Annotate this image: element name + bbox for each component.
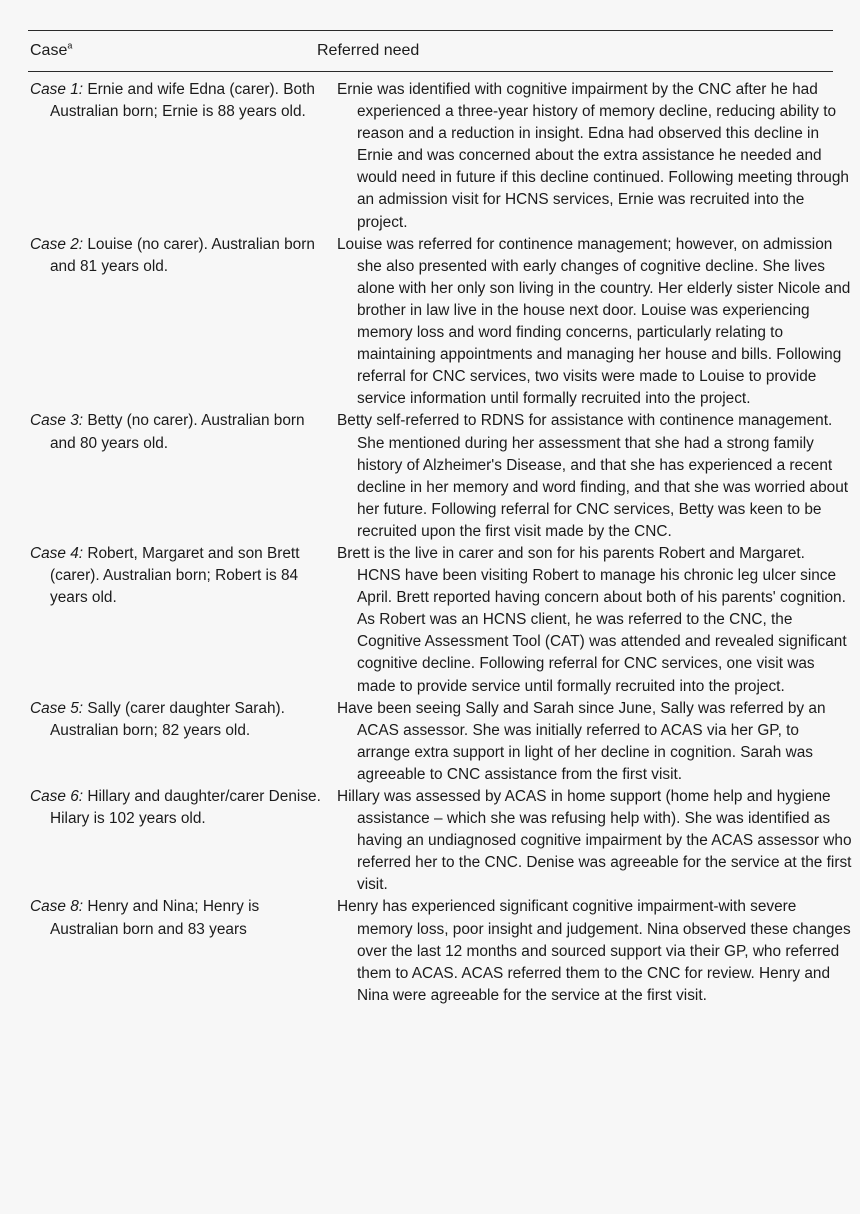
referred-need-cell: Brett is the live in carer and son for his parents Robert and Margaret. HCNS have been visiting Robert to manage his chronic leg ulcer since April. Brett reported having concern about both of his parents' cognition. As Robert was an HCNS client, he was referred to the CNC, the Cognitive Assessment Tool (CAT) was attended and revealed significant cognitive decline. Following referral for CNC services, one visit was made to provide service until formally recruited into the project. — [337, 544, 847, 695]
case-label: Case 2: — [30, 235, 84, 253]
referred-need-cell: Ernie was identified with cognitive impairment by the CNC after he had experienced a three-year history of memory decline, reducing ability to reason and a reduction in insight. Edna had observed this decline in Ernie and was concerned about the extra assistance he needed and would need in future if this decline continued. Following meeting through an admission visit for HCNS services, Ernie was recruited into the project. — [337, 81, 849, 231]
table-row — [30, 234, 851, 411]
referred-need-cell: Have been seeing Sally and Sarah since June, Sally was referred by an ACAS assessor. She was initially referred to ACAS via her GP, to arrange extra support in light of her decline in cognition. Sarah was agreeable to CNC assistance from the first visit. — [337, 699, 826, 783]
case-label: Case 1: — [30, 81, 84, 98]
header-case — [30, 42, 72, 60]
referred-need-cell: Hillary was assessed by ACAS in home support (home help and hygiene assistance – which she was refusing help with). She was identified as having an undiagnosed cognitive impairment by the ACAS assessor who referred her to the CNC. Denise was agreeable for the service at the first visit. — [337, 788, 852, 894]
header-rule — [28, 71, 833, 72]
table-row — [30, 410, 849, 543]
case-cell — [30, 410, 323, 543]
case-cell — [30, 786, 323, 896]
case-cell — [30, 234, 323, 411]
case-cell — [30, 698, 323, 786]
referred-need-cell: Betty self-referred to RDNS for assistance with continence management. She mentioned during her assessment that she had a strong family history of Alzheimer's Disease, and that she has experienced a recent decline in her memory and word finding, and that she was worried about her future. Following referral for CNC services, Betty was keen to be recruited upon the first visit made by the CNC. — [337, 412, 849, 540]
top-rule — [28, 30, 833, 31]
table-row — [30, 786, 852, 896]
referred-need-cell: Louise was referred for continence management; however, on admission she also presented with early changes of cognitive decline. She lives alone with her only son living in the country. Her elderly sister Nicole and brother in law live in the house next door. Louise was experiencing memory loss and word finding concerns, particularly relating to maintaining appointments and managing her house and bills. Following referral for CNC services, two visits were made to Louise to provide service information until formally recruited into the project. — [337, 235, 851, 408]
case-label: Case 5: — [30, 699, 84, 717]
case-cell — [30, 896, 323, 1006]
case-cell — [30, 543, 323, 698]
case-label: Case 8: — [30, 898, 84, 916]
case-description: Hillary and daughter/carer Denise. Hilary is 102 years old. — [50, 788, 321, 828]
header-referred-need: Referred need — [317, 42, 420, 59]
case-cell — [30, 79, 323, 234]
header-case-label: Case — [30, 42, 68, 59]
case-description: Ernie and wife Edna (carer). Both Australian born; Ernie is 88 years old. — [50, 81, 315, 121]
case-label: Case 6: — [30, 788, 84, 805]
referred-need-cell: Henry has experienced significant cognitive impairment-with severe memory loss, poor insight and judgement. Nina observed these changes over the last 12 months and sourced support via their GP, who referred them to ACAS. ACAS referred them to the CNC for review. Henry and Nina were agreeable for the service at the first visit. — [337, 898, 851, 1004]
case-description: Betty (no carer). Australian born and 80 years old. — [50, 412, 305, 452]
case-description: Sally (carer daughter Sarah). Australian born; 82 years old. — [50, 699, 285, 739]
case-description: Louise (no carer). Australian born and 81 years old. — [50, 235, 315, 275]
case-label: Case 3: — [30, 412, 84, 430]
table-row — [30, 79, 849, 234]
table-row — [30, 698, 833, 786]
case-description: Robert, Margaret and son Brett (carer). Australian born; Robert is 84 years old. — [50, 544, 300, 607]
table-row — [30, 543, 847, 698]
table-body — [30, 79, 852, 1007]
case-label: Case 4: — [30, 544, 84, 562]
footnote-marker: a — [67, 40, 73, 51]
table-row — [30, 896, 851, 1006]
case-description: Henry and Nina; Henry is Australian born and 83 years — [50, 898, 260, 938]
